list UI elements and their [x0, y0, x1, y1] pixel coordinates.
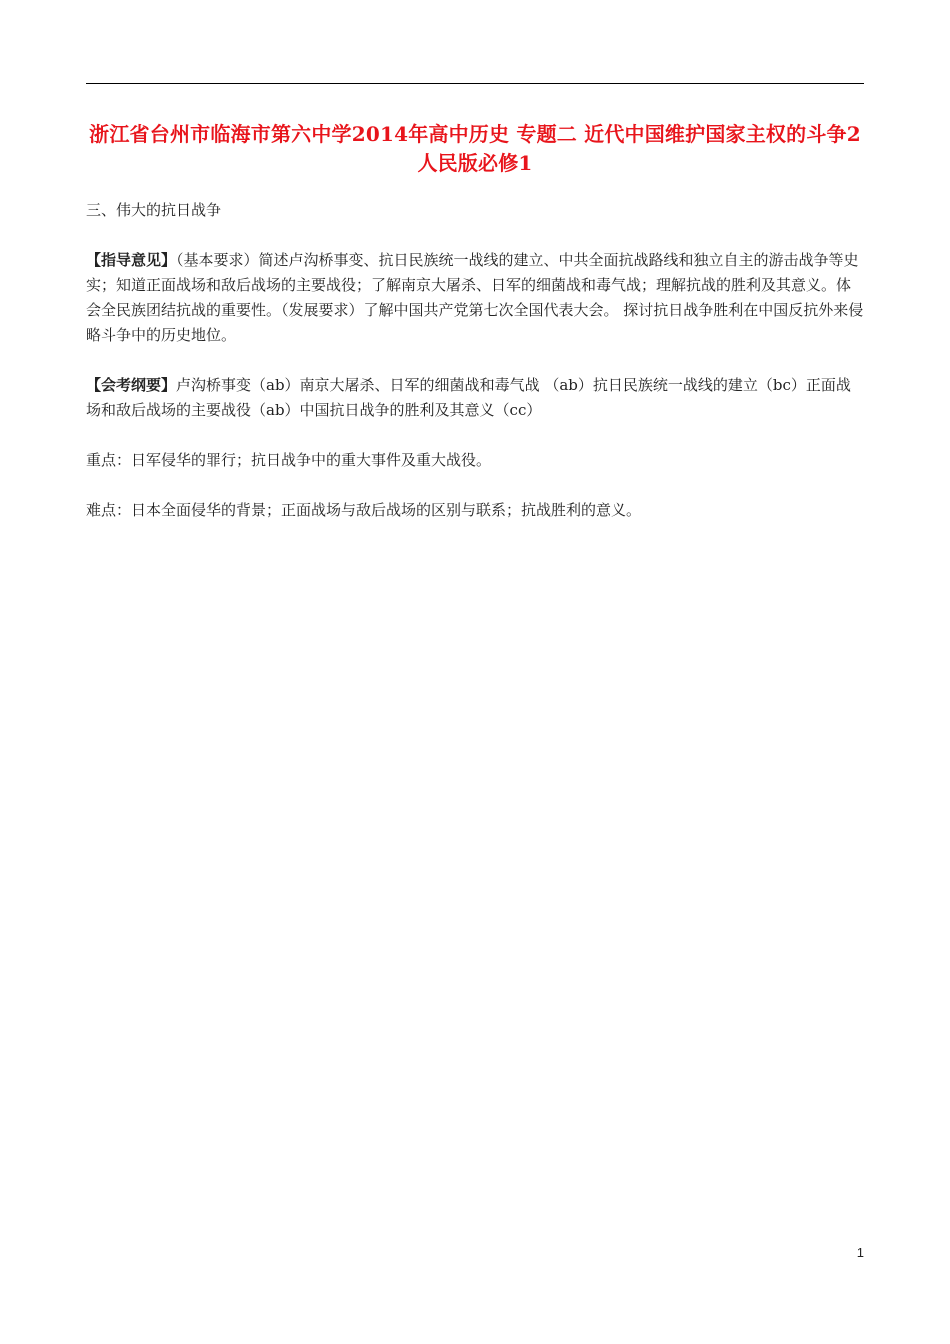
guidance-paragraph	[86, 248, 864, 348]
guidance-label: 【指导意见】	[86, 251, 177, 269]
key-points-paragraph: 重点：日军侵华的罪行；抗日战争中的重大事件及重大战役。	[86, 451, 492, 469]
section-heading: 三、伟大的抗日战争	[86, 201, 222, 219]
header-rule	[86, 83, 864, 84]
exam-outline-label: 【会考纲要】	[86, 376, 177, 394]
difficult-points-paragraph: 难点：日本全面侵华的背景；正面战场与敌后战场的区别与联系；抗战胜利的意义。	[86, 501, 642, 519]
exam-outline-text: 卢沟桥事变（ab）南京大屠杀、日军的细菌战和毒气战 （ab）抗日民族统一战线的建立（bc）正面战场和敌后战场的主要战役（ab）中国抗日战争的胜利及其意义（cc）	[86, 376, 851, 419]
exam-outline-paragraph	[86, 373, 864, 423]
document-body	[86, 198, 864, 548]
document-title: 浙江省台州市临海市第六中学2014年高中历史 专题二 近代中国维护国家主权的斗争2 人民版必修1	[89, 122, 861, 175]
guidance-text: （基本要求）简述卢沟桥事变、抗日民族统一战线的建立、中共全面抗战路线和独立自主的游击战争等史实；知道正面战场和敌后战场的主要战役；了解南京大屠杀、日军的细菌战和毒气战；理解抗战的胜利及其意义。体会全民族团结抗战的重要性。（发展要求）了解中国共产党第七次全国代表大会。 探讨抗日战争胜利在中国反抗外来侵略斗争中的历史地位。	[86, 251, 864, 344]
page-number: 1	[856, 1245, 864, 1260]
